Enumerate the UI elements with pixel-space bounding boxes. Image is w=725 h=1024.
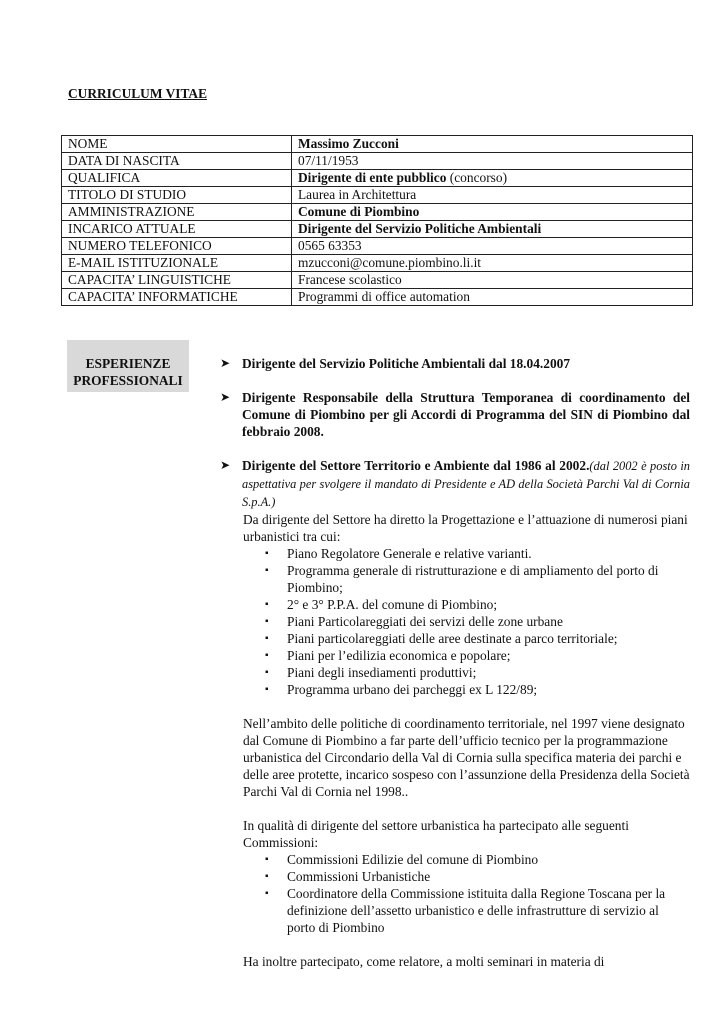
plans-list	[220, 545, 690, 698]
info-row	[62, 204, 693, 221]
info-row	[62, 255, 693, 272]
info-value: Francese scolastico	[298, 272, 402, 287]
info-key: NOME	[62, 136, 292, 153]
list-item-text: Piani degli insediamenti produttivi;	[287, 665, 477, 680]
section-label-line2: PROFESSIONALI	[73, 373, 183, 388]
info-value: Programmi di office automation	[298, 289, 470, 304]
info-value-cell	[292, 153, 693, 170]
list-item	[265, 681, 690, 698]
page-title: CURRICULUM VITAE	[68, 86, 207, 101]
info-row	[62, 272, 693, 289]
info-value-cell	[292, 272, 693, 289]
arrow-bullet-icon: ➤	[220, 356, 231, 370]
info-key: NUMERO TELEFONICO	[62, 238, 292, 255]
experience-content	[220, 355, 690, 970]
square-bullet-icon: ▪	[265, 854, 269, 865]
list-item-text: Commissioni Edilizie del comune di Piombino	[287, 852, 539, 867]
list-item	[265, 630, 690, 647]
experience-title: Dirigente del Settore Territorio e Ambiente dal 1986 al 2002.	[242, 458, 590, 473]
seminars-paragraph: Ha inoltre partecipato, come relatore, a molti seminari in materia di	[243, 954, 605, 969]
section-label-esperienze	[67, 340, 189, 392]
info-value-cell	[292, 187, 693, 204]
info-key: INCARICO ATTUALE	[62, 221, 292, 238]
info-key: AMMINISTRAZIONE	[62, 204, 292, 221]
arrow-bullet-icon: ➤	[220, 458, 231, 472]
square-bullet-icon: ▪	[265, 599, 269, 610]
info-row	[62, 187, 693, 204]
list-item-text: Programma urbano dei parcheggi ex L 122/89;	[287, 682, 538, 697]
commissions-list	[220, 851, 690, 936]
personal-info-table	[61, 135, 693, 306]
info-value-cell	[292, 204, 693, 221]
info-key: E-MAIL ISTITUZIONALE	[62, 255, 292, 272]
intro-paragraph: Da dirigente del Settore ha diretto la Progettazione e l’attuazione di numerosi piani urbanistici tra cui:	[243, 512, 688, 544]
info-value-cell	[292, 221, 693, 238]
info-value: Comune di Piombino	[298, 204, 420, 219]
info-value-cell	[292, 136, 693, 153]
info-row	[62, 170, 693, 187]
experience-item	[220, 355, 690, 372]
list-item	[265, 647, 690, 664]
square-bullet-icon: ▪	[265, 888, 269, 899]
info-value-suffix: (concorso)	[446, 170, 508, 185]
info-value: 07/11/1953	[298, 153, 359, 168]
experience-title: Dirigente Responsabile della Struttura Temporanea di coordinamento del Comune di Piombino per gli Accordi di Programma del SIN di Piombino dal febbraio 2008.	[242, 390, 690, 439]
square-bullet-icon: ▪	[265, 684, 269, 695]
coordination-paragraph: Nell’ambito delle politiche di coordinamento territoriale, nel 1997 viene designato dal Comune di Piombino a far parte dell’ufficio tecnico per la programmazione urbanistica del Circondario della Val di Cornia sulla specifica materia dei parchi e delle aree protette, incarico sospeso con l’assunzione della Presidenza della Società Parchi Val di Cornia nel 1998..	[243, 716, 690, 799]
experience-item	[220, 457, 690, 511]
section-label-line1: ESPERIENZE	[85, 356, 171, 371]
list-item-text: Commissioni Urbanistiche	[287, 869, 431, 884]
info-value-cell	[292, 170, 693, 187]
experience-item	[220, 389, 690, 440]
list-item-text: Piani per l’edilizia economica e popolare;	[287, 648, 511, 663]
list-item	[265, 885, 690, 936]
info-value-cell	[292, 289, 693, 306]
info-value: Laurea in Architettura	[298, 187, 417, 202]
info-row	[62, 221, 693, 238]
info-value: mzucconi@comune.piombino.li.it	[298, 255, 482, 270]
list-item-text: Coordinatore della Commissione istituita dalla Regione Toscana per la definizione dell’assetto urbanistico e delle infrastrutture di servizio al porto di Piombino	[287, 886, 666, 935]
info-value: Massimo Zucconi	[298, 136, 399, 151]
list-item-text: Piani Particolareggiati dei servizi delle zone urbane	[287, 614, 563, 629]
info-value: Dirigente di ente pubblico	[298, 170, 447, 185]
list-item	[265, 613, 690, 630]
square-bullet-icon: ▪	[265, 548, 269, 559]
list-item-text: Piani particolareggiati delle aree destinate a parco territoriale;	[287, 631, 618, 646]
list-item	[265, 868, 690, 885]
square-bullet-icon: ▪	[265, 871, 269, 882]
info-key: CAPACITA’ LINGUISTICHE	[62, 272, 292, 289]
info-row	[62, 153, 693, 170]
info-value-cell	[292, 238, 693, 255]
list-item-text: Piano Regolatore Generale e relative varianti.	[287, 546, 532, 561]
info-value: Dirigente del Servizio Politiche Ambientali	[298, 221, 542, 236]
arrow-bullet-icon: ➤	[220, 390, 231, 404]
square-bullet-icon: ▪	[265, 650, 269, 661]
info-row	[62, 136, 693, 153]
info-key: QUALIFICA	[62, 170, 292, 187]
list-item-text: 2° e 3° P.P.A. del comune di Piombino;	[287, 597, 498, 612]
list-item	[265, 545, 690, 562]
square-bullet-icon: ▪	[265, 616, 269, 627]
info-value: 0565 63353	[298, 238, 362, 253]
info-value-cell	[292, 255, 693, 272]
info-row	[62, 238, 693, 255]
list-item	[265, 851, 690, 868]
info-key: DATA DI NASCITA	[62, 153, 292, 170]
list-item-text: Programma generale di ristrutturazione e di ampliamento del porto di Piombino;	[287, 563, 659, 595]
square-bullet-icon: ▪	[265, 667, 269, 678]
list-item	[265, 596, 690, 613]
experience-title: Dirigente del Servizio Politiche Ambientali dal 18.04.2007	[242, 356, 571, 371]
experience-note: (dal 2002 è posto in aspettativa per svolgere il mandato di Presidente e AD della Società Parchi Val di Cornia S.p.A.)	[242, 459, 690, 509]
square-bullet-icon: ▪	[265, 565, 269, 576]
commissions-intro: In qualità di dirigente del settore urbanistica ha partecipato alle seguenti Commissioni:	[243, 818, 629, 850]
info-key: TITOLO DI STUDIO	[62, 187, 292, 204]
info-key: CAPACITA’ INFORMATICHE	[62, 289, 292, 306]
info-row	[62, 289, 693, 306]
list-item	[265, 562, 690, 596]
list-item	[265, 664, 690, 681]
square-bullet-icon: ▪	[265, 633, 269, 644]
